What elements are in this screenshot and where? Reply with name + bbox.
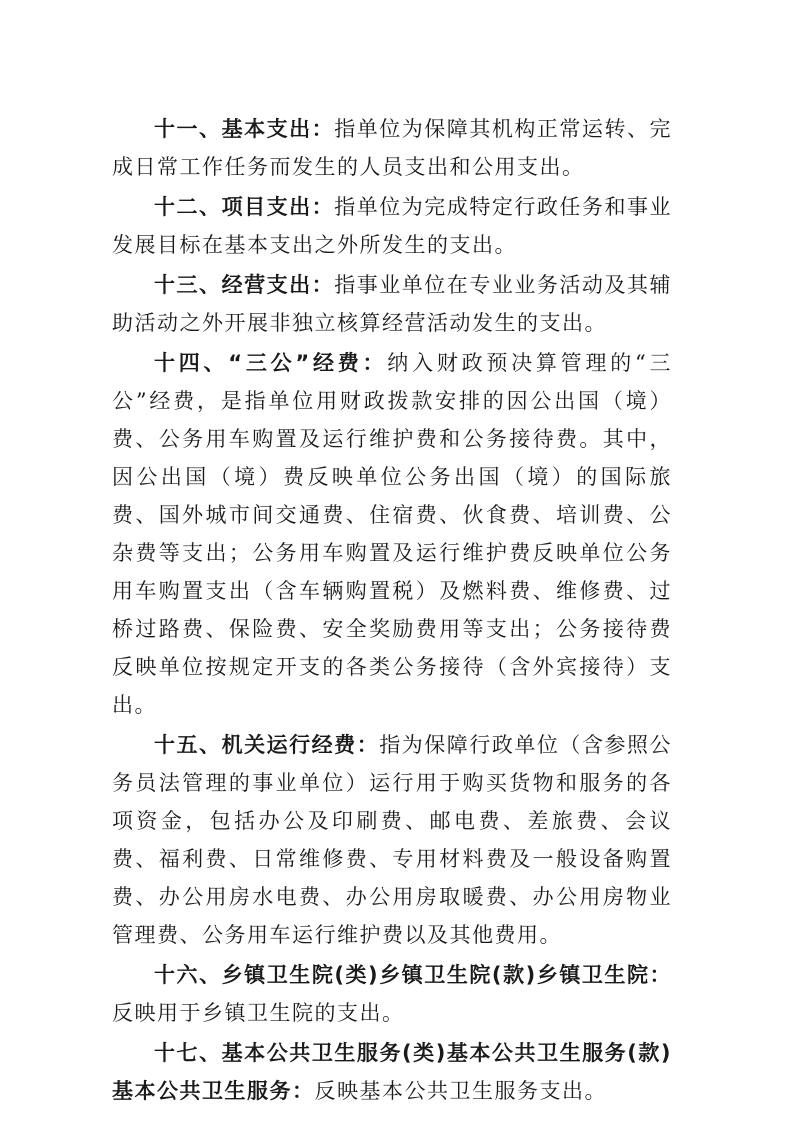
paragraph-agency-operating-funds <box>112 726 672 954</box>
paragraph-basic-public-health-service <box>112 1034 672 1110</box>
term-heading: 十二、项目支出： <box>154 195 335 219</box>
term-definition: 指单位为保障其机构正常运转、完成日常工作任务而发生的人员支出和公用支出。 <box>112 117 673 179</box>
term-heading: 十一、基本支出： <box>154 117 335 141</box>
paragraph-township-health-center <box>112 956 672 1032</box>
term-heading: 十三、经营支出： <box>154 273 335 297</box>
paragraph-operating-expenditure <box>112 266 672 342</box>
term-heading: 十六、乡镇卫生院(类)乡镇卫生院(款)乡镇卫生院： <box>154 963 672 987</box>
term-heading: 十四、“三公”经费： <box>154 351 388 375</box>
term-definition: 指为保障行政单位（含参照公务员法管理的事业单位）运行用于购买货物和服务的各项资金，包括办公及印刷费、邮电费、差旅费、会议费、福利费、日常维修费、专用材料费及一般设备购置费、办公用房水电费、办公用房取暖费、办公用房物业管理费、公务用车运行维护费以及其他费用。 <box>112 733 673 947</box>
document-page <box>112 110 672 1110</box>
term-heading: 十七、基本公共卫生服务(类)基本公共卫生服务(款)基本公共卫生服务： <box>112 1041 672 1103</box>
term-definition: 反映基本公共卫生服务支出。 <box>314 1079 607 1103</box>
term-definition: 反映用于乡镇卫生院的支出。 <box>112 1001 405 1025</box>
term-definition: 指事业单位在专业业务活动及其辅助活动之外开展非独立核算经营活动发生的支出。 <box>112 273 673 335</box>
term-heading: 十五、机关运行经费： <box>154 733 380 757</box>
term-definition: 纳入财政预决算管理的“三公”经费，是指单位用财政拨款安排的因公出国（境）费、公务用车购置及运行维护费和公务接待费。其中，因公出国（境）费反映单位公务出国（境）的国际旅费、国外城市间交通费、住宿费、伙食费、培训费、公杂费等支出；公务用车购置及运行维护费反映单位公务用车购置支出（含车辆购置税）及燃料费、维修费、过桥过路费、保险费、安全奖励费用等支出；公务接待费反映单位按规定开支的各类公务接待（含外宾接待）支出。 <box>112 351 672 717</box>
term-definition: 指单位为完成特定行政任务和事业发展目标在基本支出之外所发生的支出。 <box>112 195 673 257</box>
paragraph-three-public-expenses <box>112 344 672 724</box>
paragraph-project-expenditure <box>112 188 672 264</box>
paragraph-basic-expenditure <box>112 110 672 186</box>
